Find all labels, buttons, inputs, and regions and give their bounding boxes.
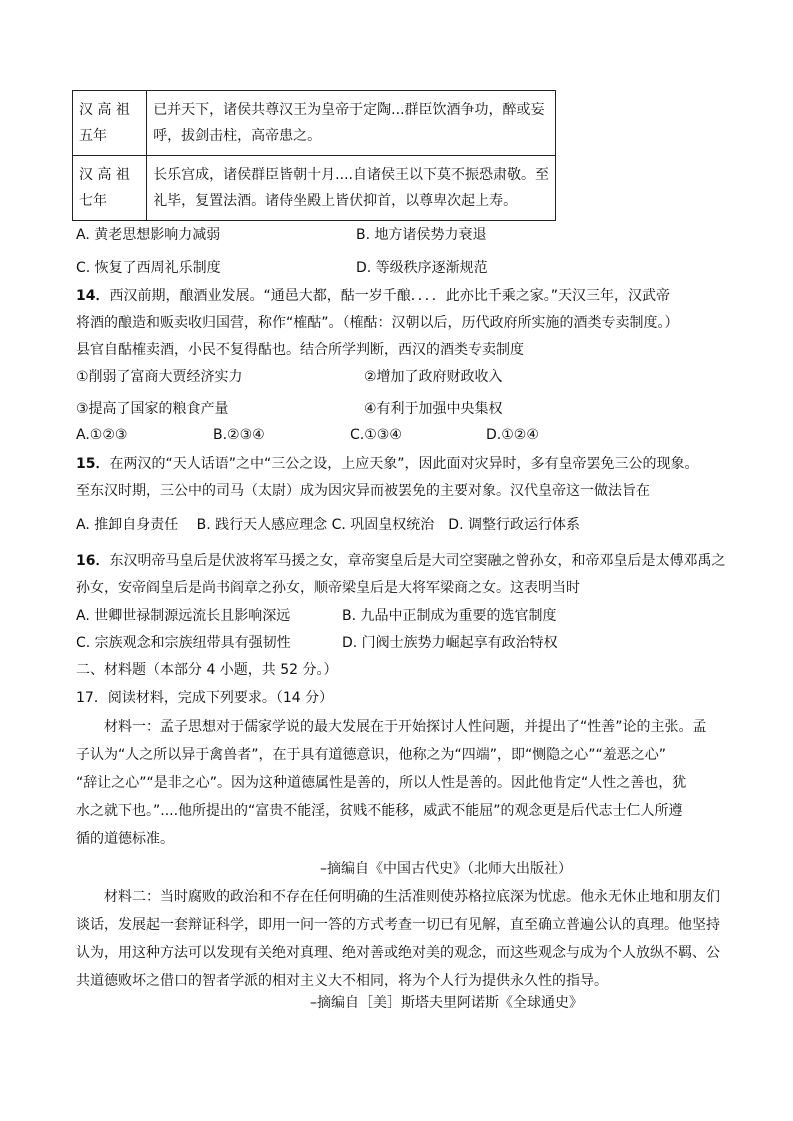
table-row: [73, 91, 556, 156]
q14-option-c: C.①③④: [350, 427, 402, 443]
q13-option-d: D. 等级秩序逐渐规范: [356, 260, 488, 276]
material1-line: 子认为“人之所以异于禽兽者”，在于具有道德意识，他称之为“四端”，即“恻隐之心”“羞恶之心”: [76, 747, 667, 763]
material2-line: 材料二：当时腐败的政治和不存在任何明确的生活准则使苏格拉底深为忧虑。他永无休止地和朋友们: [104, 889, 720, 905]
q13-option-c: C. 恢复了西周礼乐制度: [76, 260, 221, 276]
material2-line: 共道德败坏之借口的智者学派的相对主义大不相同，将为个人行为提供永久性的指导。: [76, 973, 608, 989]
q13-option-a: A. 黄老思想影响力减弱: [76, 227, 221, 243]
event-line: 长乐宫成，诸侯群臣皆朝十月....自诸侯王以下莫不振恐肃敬。至: [153, 167, 549, 183]
q14-statement-2: ②增加了政府财政收入: [364, 369, 503, 385]
q13-option-b: B. 地方诸侯势力衰退: [356, 227, 487, 243]
history-table: [72, 90, 556, 221]
q14-text: 西汉前期，酿酒业发展。“通邑大都，酤一岁千酿．．．．此亦比千乘之家。”天汉三年，汉武帝: [109, 288, 670, 304]
material1-source: –摘编自《中国古代史》（北师大出版社）: [320, 861, 572, 877]
q14-statement-3: ③提高了国家的粮食产量: [76, 401, 229, 417]
q16-stem-line1: [76, 550, 725, 570]
q14-option-d: D.①②④: [486, 427, 539, 443]
q16-option-d: D. 门阀士族势力崛起享有政治特权: [342, 635, 558, 651]
era-cell: [73, 156, 147, 221]
material1-line: 水之就下也。”....他所提出的“富贵不能淫，贫贱不能移，威武不能屈”的观念更是后代志士仁人所遵: [76, 803, 683, 819]
q15-text: 在两汉的“天人话语”之中“三公之设，上应天象”，因此面对灾异时，多有皇帝罢免三公的现象。: [109, 456, 699, 472]
event-cell: [147, 91, 556, 156]
q14-statement-4: ④有利于加强中央集权: [364, 401, 503, 417]
material1-line: 材料一：孟子思想对于儒家学说的最大发展在于开始探讨人性问题，并提出了“性善”论的主张。孟: [104, 719, 707, 735]
q14-stem-line2: 将酒的酿造和贩卖收归国营，称作“榷酤”。（榷酤：汉朝以后，历代政府所实施的酒类专卖制度。）: [76, 315, 679, 331]
q14-stem-line3: 县官自酤榷卖酒，小民不复得酤也。结合所学判断，西汉的酒类专卖制度: [76, 342, 524, 358]
section-heading: 二、材料题（本部分 4 小题，共 52 分。）: [76, 662, 338, 678]
q16-option-a: A. 世卿世禄制源远流长且影响深远: [76, 608, 291, 624]
event-line: 礼毕，复置法酒。诸侍坐殿上皆伏抑首，以尊卑次起上寿。: [153, 193, 518, 209]
q14-number: 14．: [76, 288, 110, 304]
q15-options: A. 推卸自身责任 B. 践行天人感应理念 C. 巩固皇权统治 D. 调整行政运行体系: [76, 517, 580, 533]
event-line: 呼，拔剑击柱，高帝患之。: [153, 128, 322, 144]
event-line: 已并天下，诸侯共尊汉王为皇帝于定陶...群臣饮酒争功，醉或妄: [153, 102, 545, 118]
q14-option-a: A.①②③: [76, 427, 128, 443]
era-line: 五年: [79, 128, 107, 144]
material1-line: 循的道德标准。: [76, 831, 174, 847]
q16-number: 16．: [76, 553, 110, 569]
material2-source: –摘编自［美］斯塔夫里阿诺斯《全球通史》: [310, 995, 583, 1011]
q16-stem-line2: 孙女，安帝阎皇后是尚书阎章之孙女，顺帝梁皇后是大将军梁商之女。这表明当时: [76, 580, 580, 596]
q14-stem-line1: [76, 285, 670, 305]
era-line: 汉 高 祖: [79, 167, 130, 183]
material2-line: 谈话，发展起一套辩证科学，即用一问一答的方式考查一切已有见解，直至确立普遍公认的真理。他坚持: [76, 917, 720, 933]
era-cell: [73, 91, 147, 156]
table-row: [73, 156, 556, 221]
q15-number: 15．: [76, 456, 110, 472]
q16-text: 东汉明帝马皇后是伏波将军马援之女，章帝窦皇后是大司空窦融之曾孙女，和帝邓皇后是太傅邓禹之: [109, 553, 726, 569]
q16-option-c: C. 宗族观念和宗族纽带具有强韧性: [76, 635, 291, 651]
material2-line: 认为，用这种方法可以发现有关绝对真理、绝对善或绝对美的观念，而这些观念与成为个人放纵不羁、公: [76, 945, 720, 961]
era-line: 汉 高 祖: [79, 102, 130, 118]
q14-statement-1: ①削弱了富商大贾经济实力: [76, 369, 243, 385]
q16-option-b: B. 九品中正制成为重要的选官制度: [342, 608, 557, 624]
q17-title: 17．阅读材料，完成下列要求。（14 分）: [76, 690, 334, 706]
q15-stem-line2: 至东汉时期，三公中的司马（太尉）成为因灾异而被罢免的主要对象。汉代皇帝这一做法旨在: [76, 483, 650, 499]
era-line: 七年: [79, 193, 107, 209]
q15-stem-line1: [76, 453, 699, 473]
event-cell: [147, 156, 556, 221]
material1-line: “辞让之心”“是非之心”。因为这种道德属性是善的，所以人性是善的。因此他肯定“人性之善也，犹: [76, 775, 687, 791]
q14-option-b: B.②③④: [213, 427, 265, 443]
